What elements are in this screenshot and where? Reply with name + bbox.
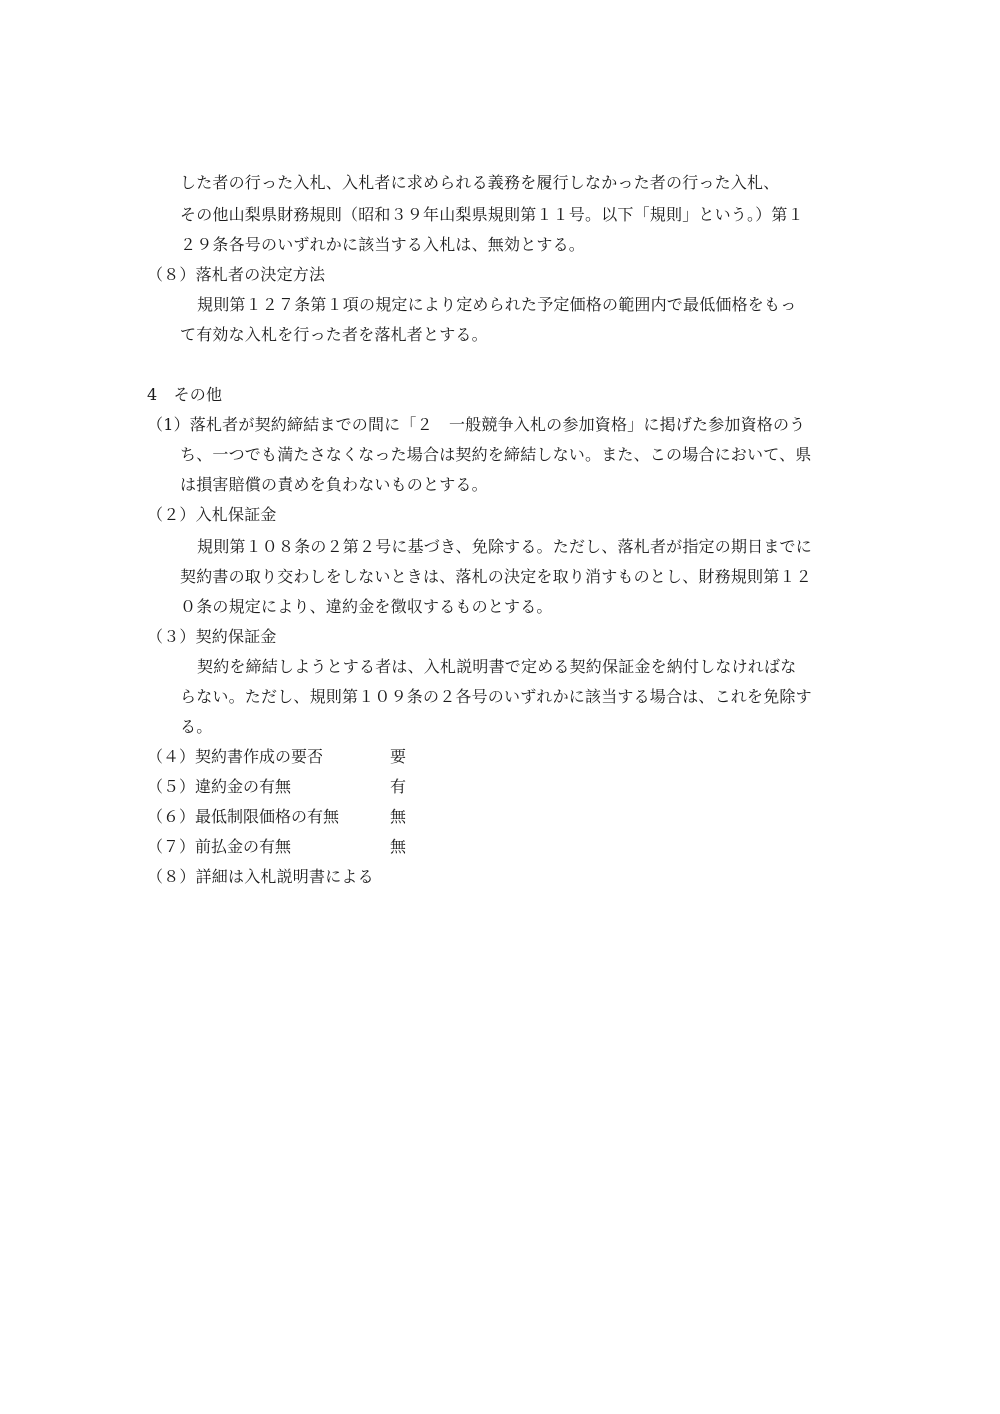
body-text-line: 規則第１２７条第１項の規定により定められた予定価格の範囲内で最低価格をもっ (197, 295, 797, 314)
short-item-row (147, 837, 406, 857)
item-heading: （８）落札者の決定方法 (147, 265, 326, 284)
short-item-row (147, 747, 406, 767)
short-item-label: （６）最低制限価格の有無 (147, 807, 340, 826)
body-text-line: ０条の規定により、違約金を徴収するものとする。 (180, 597, 553, 616)
body-text-line: した者の行った入札、入札者に求められる義務を履行しなかった者の行った入札、 (180, 173, 780, 192)
body-text-line: らない。ただし、規則第１０９条の２各号のいずれかに該当する場合は、これを免除す (180, 687, 812, 706)
item-heading: （２）入札保証金 (147, 505, 277, 524)
body-text-line: その他山梨県財務規則（昭和３９年山梨県規則第１１号。以下「規則」という。）第１ (180, 205, 804, 224)
body-text-line: て有効な入札を行った者を落札者とする。 (180, 325, 488, 344)
short-item-value: 有 (390, 777, 407, 796)
short-item-label: （５）違約金の有無 (147, 777, 292, 796)
short-item-row (147, 777, 406, 797)
short-item-value: 要 (390, 747, 407, 766)
body-text-line: ２９条各号のいずれかに該当する入札は、無効とする。 (180, 235, 586, 254)
body-text-line: 契約を締結しようとする者は、入札説明書で定める契約保証金を納付しなければな (197, 657, 797, 676)
short-item-label: （４）契約書作成の要否 (147, 747, 324, 766)
body-text-line: る。 (180, 717, 213, 736)
body-text-line: は損害賠償の責めを負わないものとする。 (180, 475, 488, 494)
short-item-value: 無 (390, 807, 407, 826)
body-text-line: 契約書の取り交わしをしないときは、落札の決定を取り消すものとし、財務規則第１２ (180, 567, 812, 586)
short-item-value: 無 (390, 837, 407, 856)
section-heading: 4 その他 (147, 385, 223, 404)
body-text-line: 規則第１０８条の２第２号に基づき、免除する。ただし、落札者が指定の期日までに (197, 537, 812, 556)
item-heading: （８）詳細は入札説明書による (147, 867, 374, 886)
short-item-label: （７）前払金の有無 (147, 837, 292, 856)
item-heading: （３）契約保証金 (147, 627, 277, 646)
body-text-line: （1）落札者が契約締結までの間に「２ 一般競争入札の参加資格」に掲げた参加資格のう (147, 415, 806, 434)
body-text-line: ち、一つでも満たさなくなった場合は契約を締結しない。また、この場合において、県 (180, 445, 812, 464)
short-item-row (147, 807, 406, 827)
